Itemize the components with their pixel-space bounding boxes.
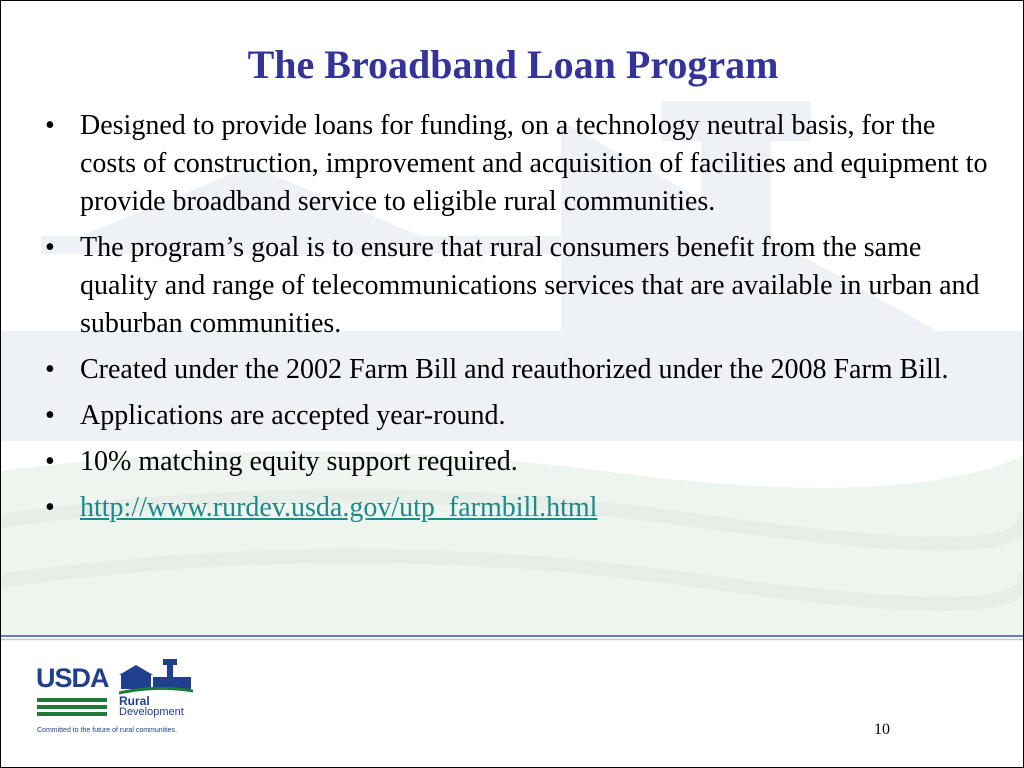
bullet-text <box>80 489 995 527</box>
bullet-dot: • <box>45 110 55 141</box>
usda-logo-stripe <box>37 705 107 709</box>
bullet-dot: • <box>45 232 55 263</box>
page-number: 10 <box>874 721 890 738</box>
rural-development-label-2: Development <box>119 706 184 718</box>
bullet-text: 10% matching equity support required. <box>80 446 518 477</box>
usda-logo: USDA <box>36 663 109 693</box>
rural-development-logo-icon <box>119 657 193 697</box>
usda-logo-stripe <box>37 712 107 716</box>
bullet-dot: • <box>45 400 55 431</box>
bullet-list <box>45 107 995 535</box>
footer-divider <box>1 635 1023 637</box>
bullet-dot: • <box>45 492 55 523</box>
bullet-item <box>45 397 995 435</box>
footer-tagline: Committed to the future of rural communities. <box>37 727 178 734</box>
bullet-item <box>45 443 995 481</box>
rural-development-label: Rural <box>119 694 150 708</box>
bullet-text: Created under the 2002 Farm Bill and reauthorized under the 2008 Farm Bill. <box>80 354 949 385</box>
bullet-dot: • <box>45 354 55 385</box>
slide-title: The Broadband Loan Program <box>247 42 779 87</box>
farmbill-link[interactable]: http://www.rurdev.usda.gov/utp_farmbill.html <box>80 492 598 523</box>
bullet-text: Designed to provide loans for funding, on a technology neutral basis, for the costs of construction, improvement and acquisition of facilities and equipment to provide broadband service to eligible rural communities. <box>80 110 988 217</box>
bullet-text: The program’s goal is to ensure that rural consumers benefit from the same quality and range of telecommunications services that are available in urban and suburban communities. <box>80 232 980 339</box>
bullet-item <box>45 107 995 221</box>
bullet-item-link <box>45 489 995 527</box>
bullet-item <box>45 351 995 389</box>
bullet-item <box>45 229 995 343</box>
bullet-dot: • <box>45 446 55 477</box>
usda-logo-stripe <box>37 698 107 702</box>
bullet-text: Applications are accepted year-round. <box>80 400 506 431</box>
footer-divider-thin <box>1 639 1023 640</box>
